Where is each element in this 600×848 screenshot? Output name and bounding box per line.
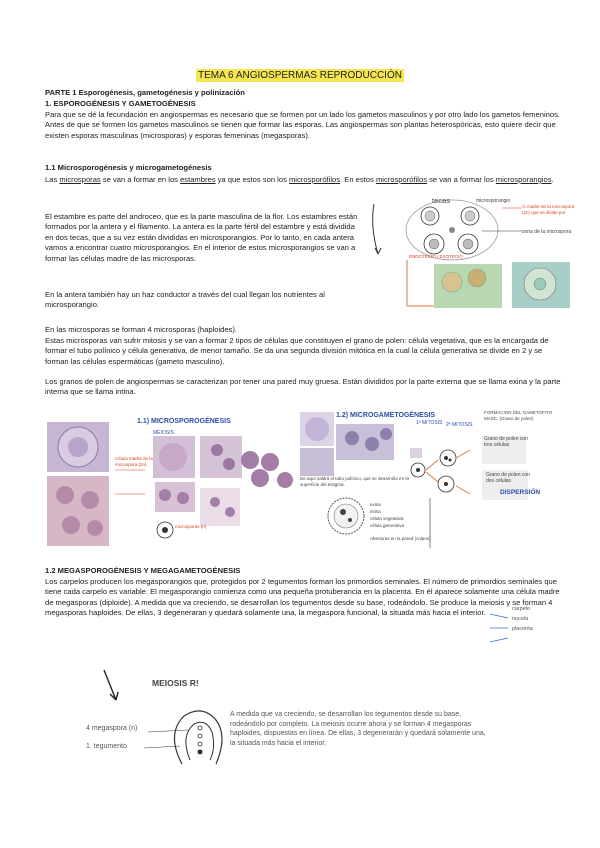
fig3-vegetativa: célula vegetativa (370, 516, 404, 521)
megasporogenesis-handwritten: A medida que va creciendo, se desarrollan los tegumentos desde su base, rodeándolo por completo. La meiosis ocurre ahora y se forman 4 megasporas haploides, dispuestas en línea. De ellas, 3 degenerarán y quedará solamente una, la situada más hacia el interior. (230, 711, 486, 747)
fig3-grano-dos: Grano de polen con dos células (486, 472, 530, 484)
intro-part: . (551, 175, 554, 184)
fig3-mitosis-1: 1ª MITOSIS (416, 420, 443, 426)
fig3-formacion: FORMACIÓN DEL GAMETOFITO MASC. (Grano de polen) (484, 410, 553, 421)
fig2-meiosis: MEIOSIS (153, 430, 174, 436)
fig2-red-label: Célula madre de la microspora (2n) (115, 456, 153, 467)
micro-p2: Estas microsporas van sufrir mitosis y se van a formar 2 tipos de células que constituyen el grano de polen: célula vegetativa, que es la encargada de formar el tubo polínico y célula generativa, de menor tamaño. Se da una segunda división mitótica en la cual la célula generativa se divide en 2 y se forman las células espermáticas (gameto masculino). (45, 336, 549, 366)
intro-part: . En estos (340, 175, 376, 184)
fig3-title: 1.2) MICROGAMETOGÉNESIS (336, 412, 436, 419)
label-madre: ½ madre de la microspora (2n) que se divide por (522, 204, 575, 215)
fig3-dispersion: DISPERSIÓN (500, 489, 541, 496)
intro-part: se van a formar en los (100, 175, 181, 184)
fig3-pared: Aberturas en la pared (colpos) (370, 536, 431, 541)
placenta-label-carpelo: carpelo (512, 606, 531, 612)
placenta-figure (488, 606, 568, 650)
intro-part: Las (45, 175, 60, 184)
placenta-label-placenta: placenta (512, 626, 533, 632)
section12-heading: 1.2 MEGASPOROGÉNESIS Y MEGAGAMETOGÉNESIS (45, 566, 241, 575)
term-microsporofilos: microsporófilos (288, 175, 341, 184)
anther-figure (362, 196, 576, 314)
page-title: TEMA 6 ANGIOSPERMAS REPRODUCCIÓN (198, 70, 402, 81)
section11-heading: 1.1 Microsporogénesis y microgametogénesis (45, 163, 212, 172)
megasporogenesis-figure (86, 664, 486, 774)
megaspora-label: 4 megaspora (n) (86, 725, 138, 732)
fig3-desarrollo: De aquí saldrá el tubo polínico, que se desarrolla en la superficie del estigma. (300, 476, 409, 487)
fig3-exina: exina (370, 502, 381, 507)
title-wrap (0, 69, 600, 82)
microgametogenesis-figure (300, 408, 562, 554)
microsporogenesis-figure (45, 410, 295, 550)
label-microsporangio: microsporangio (476, 198, 511, 204)
intro-part: se van a formar los (427, 175, 496, 184)
micro-p1: En las microsporas se forman 4 microsporas (haploides). (45, 325, 238, 334)
fig3-intina: intina (370, 509, 381, 514)
fig2-title: 1.1) MICROSPOROGÉNESIS (137, 418, 231, 425)
section12-text: Los carpelos producen los megasporangios que, protegidos por 2 tegumentos forman los primordios seminales. El número de primordios seminales que tiene cada carpelo es variable. El megasporangio comienza como una pequeña protuberancia en la placenta. En él aparece solamente una célula madre de megasporas (diploide). A medida que va creciendo, se desarrollan los tegumentos desde su base, rodeándolo. Se produce la meiosis y se forman 4 megasporas haploides. De ellas, 3 degeneraran y quedará solamente una, la megaspora funcional, la situada más hacia el interior. (45, 577, 560, 618)
fig2-red-label-2: microsporas (n) (175, 524, 207, 529)
term-microsporas: microsporas (59, 175, 101, 184)
fig3-mitosis-2: 2ª MITOSIS (446, 422, 473, 428)
label-tecas: tecas (432, 196, 451, 205)
term-microsporofilos: microsporófilos (375, 175, 427, 184)
fig3-generativa: célula generativa (370, 523, 405, 528)
section1-text: Para que se dé la fecundación en angiospermas es necesario que se formen por un lado los gametos masculinos y por otro lado los gametos femeninos. Antes de que se formen los gametos masculinos se tienen que formar las esporas. Las angiospermas son plantas heterospóricas, esto quiere decir que existen esporas masculinas (microsporas) y esporas femeninas (megasporas). (45, 110, 560, 140)
fig3-grano-tres: Grano de polen con tres células (484, 436, 528, 448)
term-microsporangios: microsporangios (495, 175, 552, 184)
stamen-text-2: En la antera también hay un haz conductor a través del cual llegan los nutrientes al microsporangio. (45, 290, 325, 310)
stamen-text: El estambre es parte del androceo, que es la parte masculina de la flor. Los estambres están formados por la antera y el filamento. La antera es la parte fértil del estambre y está dividida en dos tecas, que a su vez están divididas en microsporangios. Por lo tanto, en cada antera vamos a encontrar cuatro microsporangios. En el interior de estos microsporangios se van a formar las células madre de las microsporas. (45, 212, 358, 263)
placenta-label-nucela: nucela (512, 616, 529, 622)
intro-part: ya que estos son los (215, 175, 289, 184)
section11-intro (45, 175, 567, 185)
term-estambres: estambres (180, 175, 216, 184)
part1-heading: PARTE 1 Esporogénesis, gametogénesis y polinización (45, 88, 245, 97)
label-zona: zona de la microspora (522, 229, 572, 235)
label-red: ENDOTECIO / EXOTECIO (409, 254, 463, 259)
tegumento-label: 1. tegumento (86, 743, 127, 750)
section1-heading: 1. ESPOROGÉNESIS Y GAMETOGÉNESIS (45, 99, 196, 108)
micro-p3: Los granos de polen de angiospermas se caracterizan por tener una pared muy gruesa. Están divididos por la parte externa que se llama exina y la parte interna que se llama intina. (45, 377, 561, 397)
meiosis-label: MEIOSIS R! (152, 678, 199, 688)
